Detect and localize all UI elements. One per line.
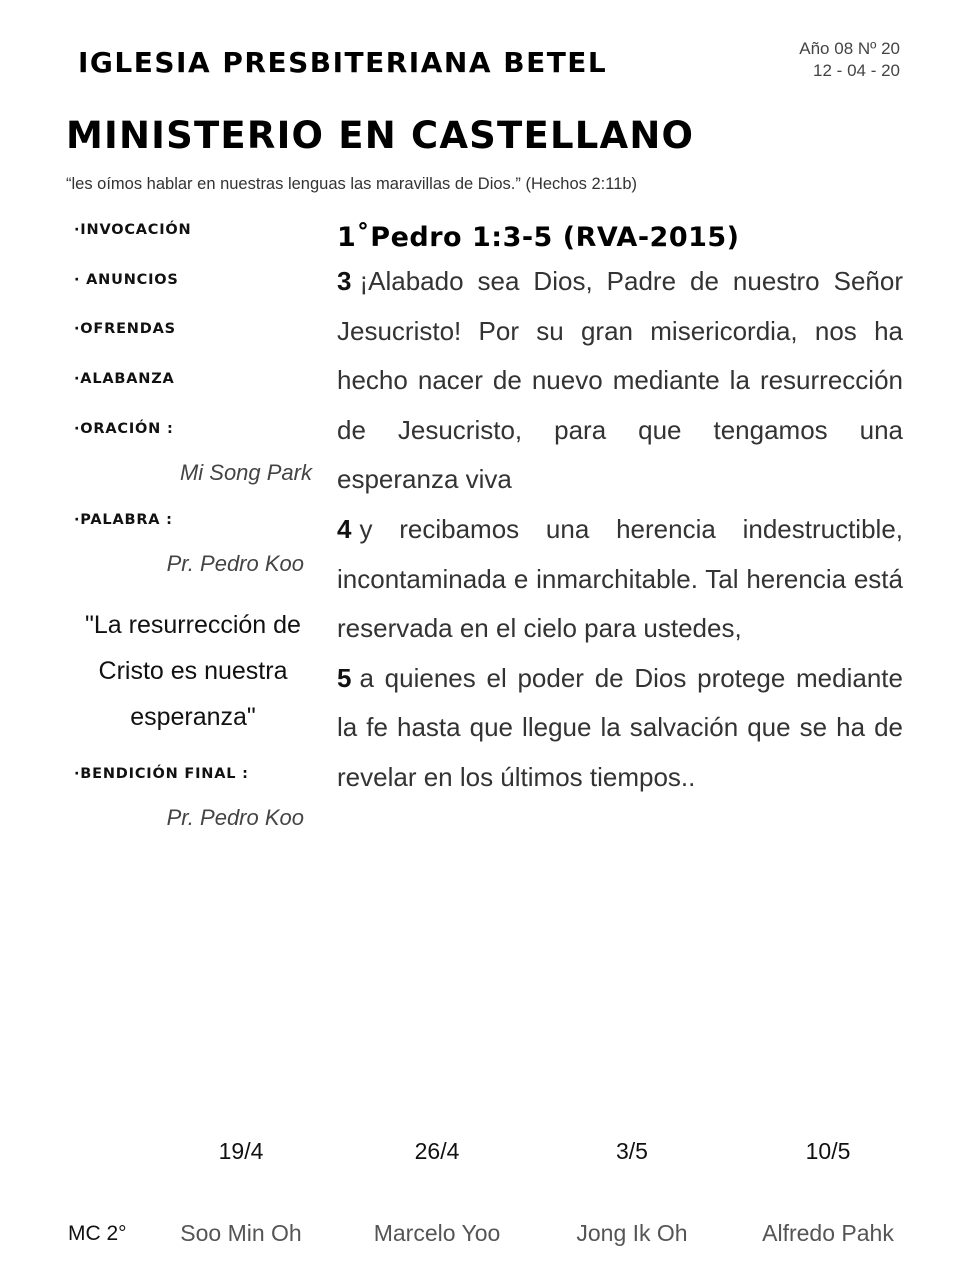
palabra-person: Pr. Pedro Koo — [166, 551, 304, 576]
church-name: IGLESIA PRESBITERIANA BETEL — [78, 46, 608, 79]
ministry-title: MINISTERIO EN CASTELLANO — [66, 114, 695, 157]
order-palabra: ·PALABRA : — [74, 512, 173, 528]
order-anuncios: · ANUNCIOS — [74, 272, 179, 288]
issue-info — [799, 38, 900, 82]
verse-3 — [337, 257, 903, 505]
schedule-name: Jong Ik Oh — [576, 1220, 688, 1246]
order-invocacion: ·INVOCACIÓN — [74, 222, 192, 238]
verse-number: 3 — [337, 266, 352, 296]
verse-number: 4 — [337, 513, 352, 544]
schedule-name: Soo Min Oh — [180, 1220, 302, 1246]
verse-5 — [337, 654, 903, 803]
order-ofrendas: ·OFRENDAS — [74, 321, 176, 337]
order-alabanza: ·ALABANZA — [74, 371, 175, 387]
oracion-person: Mi Song Park — [179, 460, 312, 485]
sermon-title: "La resurrección de Cristo es nuestra esperanza" — [85, 611, 301, 731]
verse-text: a quienes el poder de Dios protege mediante la fe hasta que llegue la salvación que se ha de revelar en los últimos tiempos.. — [337, 662, 903, 792]
passage-reference: 1˚Pedro 1:3-5 (RVA-2015) — [337, 222, 740, 253]
bendicion-person: Pr. Pedro Koo — [166, 805, 304, 830]
schedule-date: 10/5 — [805, 1138, 851, 1164]
order-oracion: ·ORACIÓN : — [74, 421, 174, 437]
order-bendicion: ·BENDICIÓN FINAL : — [74, 766, 249, 782]
verse-4 — [337, 505, 903, 654]
issue-number: Año 08 Nº 20 — [799, 39, 900, 58]
verse-number: 5 — [337, 662, 352, 693]
schedule-date: 19/4 — [218, 1138, 264, 1164]
motto-verse: “les oímos hablar en nuestras lenguas las maravillas de Dios.” (Hechos 2:11b) — [66, 175, 638, 193]
schedule-date: 26/4 — [414, 1138, 460, 1164]
schedule-name: Marcelo Yoo — [373, 1220, 501, 1246]
passage-text — [337, 257, 903, 803]
verse-text: y recibamos una herencia indestructible, incontaminada e inmarchitable. Tal herencia está reservada en el cielo para ustedes, — [337, 513, 903, 644]
issue-date: 12 - 04 - 20 — [813, 61, 900, 80]
schedule-label: MC 2° — [68, 1222, 127, 1245]
schedule-date: 3/5 — [616, 1138, 648, 1164]
schedule-name: Alfredo Pahk — [762, 1220, 894, 1246]
verse-text: ¡Alabado sea Dios, Padre de nuestro Señor Jesucristo! Por su gran misericordia, nos ha hecho nacer de nuevo mediante la resurrección de Jesucristo, para que tengamos una esperanza viva — [337, 266, 903, 495]
